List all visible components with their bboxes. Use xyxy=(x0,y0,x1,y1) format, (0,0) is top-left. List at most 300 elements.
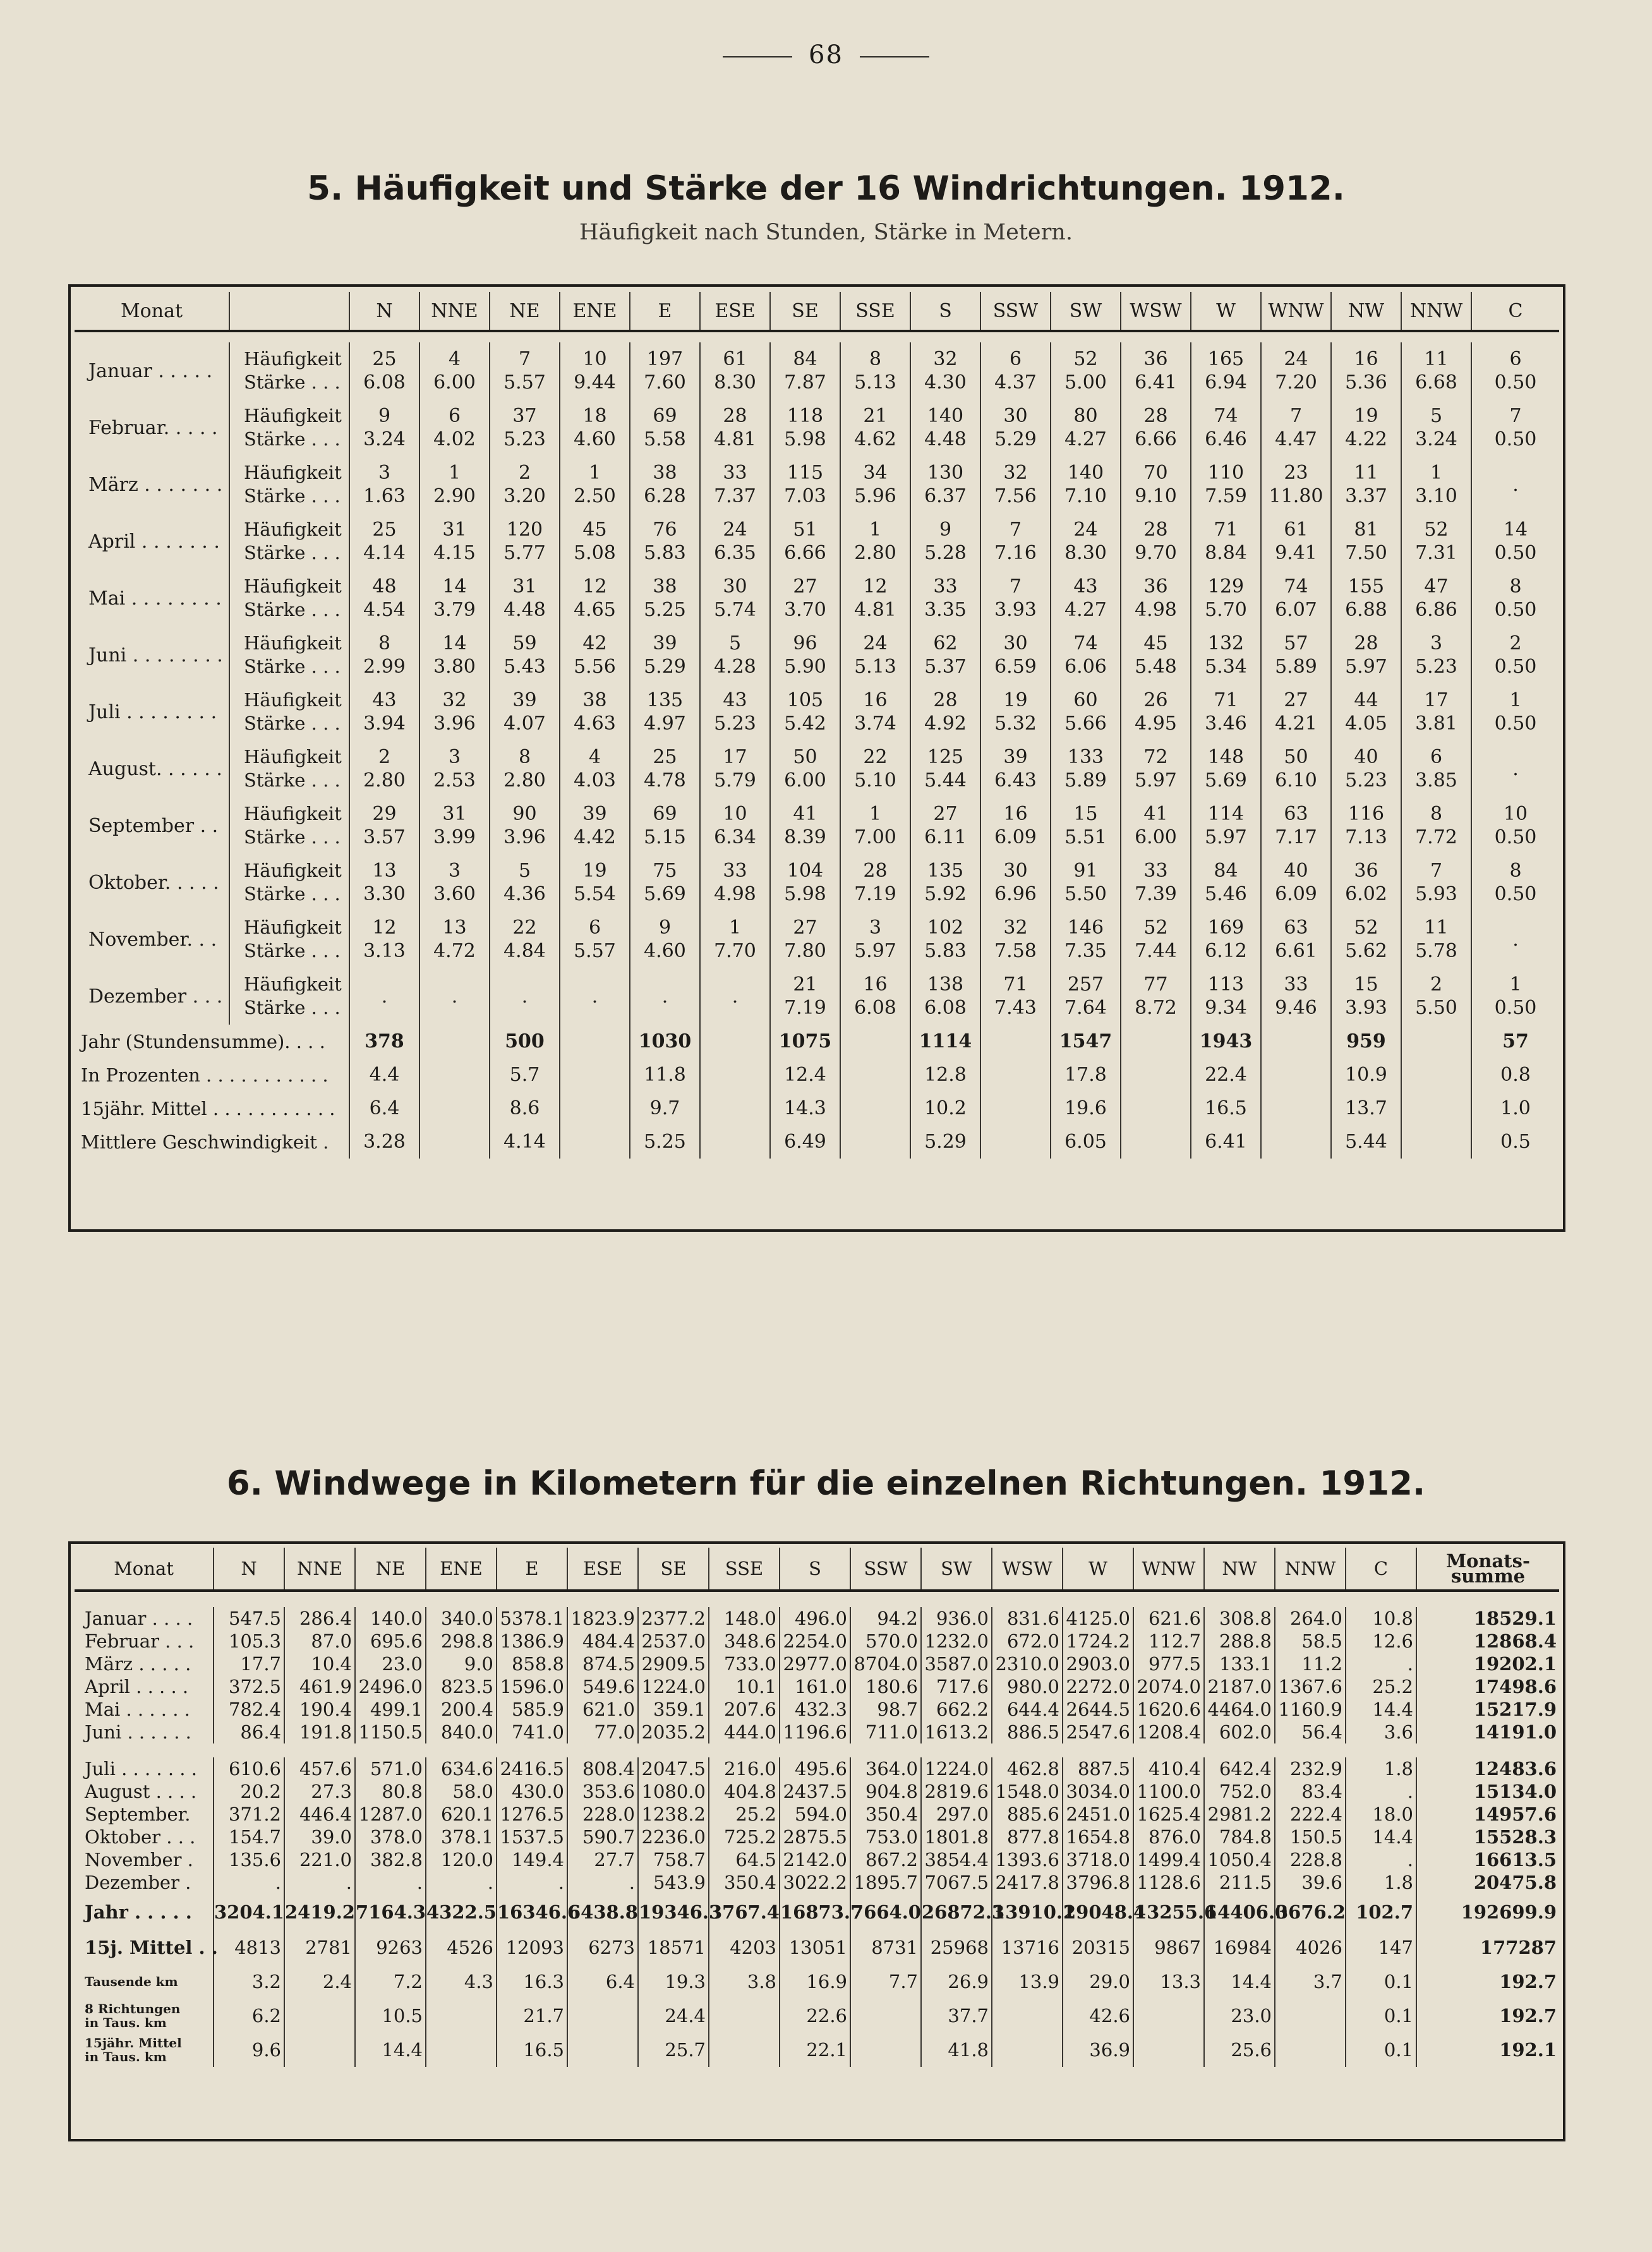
label-haeufigkeit: Häufigkeit xyxy=(244,860,342,881)
staerke-value: 5.28 xyxy=(924,542,967,564)
value-cell: 642.4 xyxy=(1204,1757,1275,1780)
value-cell xyxy=(1261,968,1331,1025)
value-cell xyxy=(1331,911,1401,968)
haeufigkeit-value: 138 xyxy=(927,973,964,996)
haeufigkeit-value: 6 xyxy=(448,405,461,427)
haeufigkeit-value: 39 xyxy=(653,632,677,654)
month-label: Oktober . . . xyxy=(75,1826,214,1848)
staerke-value: 3.94 xyxy=(363,713,406,735)
total-cell: 16613.5 xyxy=(1473,1849,1557,1870)
label-staerke: Stärke . . . xyxy=(244,542,341,563)
staerke-value: 7.70 xyxy=(714,940,756,962)
blank-cell xyxy=(1133,1999,1204,2033)
value-cell: 24.4 xyxy=(638,1999,709,2033)
value-cell: 1208.4 xyxy=(1133,1721,1204,1743)
blank-cell xyxy=(1275,2033,1346,2067)
staerke-value: 7.59 xyxy=(1205,485,1247,507)
staerke-value: 7.43 xyxy=(994,997,1037,1019)
header-direction: ESE xyxy=(700,292,770,331)
value-cell: . xyxy=(214,1871,284,1894)
value-cell: 102.7 xyxy=(1346,1894,1416,1930)
value-cell: 120.0 xyxy=(426,1848,497,1871)
value-cell xyxy=(1261,683,1331,740)
value-cell: 13.9 xyxy=(992,1965,1063,1999)
staerke-value: 5.62 xyxy=(1345,940,1387,962)
value-cell xyxy=(560,911,630,968)
value-cell xyxy=(700,740,770,797)
haeufigkeit-value: 24 xyxy=(1073,519,1098,541)
value-cell: 12.6 xyxy=(1346,1630,1416,1653)
value-cell: 4526 xyxy=(426,1930,497,1965)
value-cell: 858.8 xyxy=(497,1653,567,1675)
staerke-value: 7.19 xyxy=(854,883,896,905)
total-cell: 12868.4 xyxy=(1473,1630,1557,1652)
haeufigkeit-value: 38 xyxy=(653,575,677,598)
staerke-value: 5.32 xyxy=(994,713,1037,735)
value-cell xyxy=(770,342,840,399)
haeufigkeit-value: 80 xyxy=(1073,405,1098,427)
value-cell: 9867 xyxy=(1133,1930,1204,1965)
value-cell: 644.4 xyxy=(992,1698,1063,1721)
staerke-value: 3.96 xyxy=(503,826,546,848)
value-cell: 1654.8 xyxy=(1063,1826,1133,1848)
haeufigkeit-value: 76 xyxy=(653,519,677,541)
haeufigkeit-value: . xyxy=(521,985,528,1008)
label-line: 8 Richtungen xyxy=(85,2001,181,2016)
value-cell xyxy=(700,911,770,968)
summary-value: 6.49 xyxy=(770,1125,840,1159)
value-cell: 672.0 xyxy=(992,1630,1063,1653)
haeufigkeit-value: 32 xyxy=(442,689,467,711)
staerke-value: 3.70 xyxy=(784,599,826,621)
value-cell: 14.4 xyxy=(1346,1698,1416,1721)
label-haeufigkeit: Häufigkeit xyxy=(244,575,342,597)
haeufigkeit-value: 8 xyxy=(1509,575,1522,598)
value-cell: 16.5 xyxy=(497,2033,567,2067)
header-direction: C xyxy=(1346,1548,1416,1591)
staerke-value: 4.27 xyxy=(1064,428,1107,450)
value-cell: 207.6 xyxy=(709,1698,780,1721)
haeufigkeit-value: 31 xyxy=(512,575,537,598)
spacer-row xyxy=(75,1591,1559,1607)
staerke-value: 6.68 xyxy=(1415,371,1457,394)
haeufigkeit-value: 47 xyxy=(1424,575,1449,598)
summary-blank xyxy=(560,1125,630,1159)
value-cell: 64.5 xyxy=(709,1848,780,1871)
summary-blank xyxy=(1121,1125,1191,1159)
value-cell: 0.1 xyxy=(1346,1999,1416,2033)
staerke-value: 2.80 xyxy=(363,769,406,792)
value-cell xyxy=(1471,968,1559,1025)
summary-row xyxy=(75,1125,1559,1159)
value-cell xyxy=(840,740,910,797)
value-cell xyxy=(419,911,490,968)
value-cell: 13051 xyxy=(780,1930,850,1965)
value-cell: 222.4 xyxy=(1275,1803,1346,1826)
haeufigkeit-value: 96 xyxy=(793,632,817,654)
haeufigkeit-value: 10 xyxy=(723,803,747,825)
staerke-value: 4.48 xyxy=(503,599,546,621)
header-direction: SE xyxy=(638,1548,709,1591)
haeufigkeit-value: 7 xyxy=(1009,575,1022,598)
value-cell: . xyxy=(567,1871,638,1894)
value-cell: 27.7 xyxy=(567,1848,638,1871)
value-cell: 77.0 xyxy=(567,1721,638,1743)
haeufigkeit-value: 14 xyxy=(442,632,467,654)
summary-blank xyxy=(840,1092,910,1125)
staerke-value: 7.37 xyxy=(714,485,756,507)
value-cell xyxy=(419,456,490,513)
value-cell: 4813 xyxy=(214,1930,284,1965)
value-cell: 372.5 xyxy=(214,1675,284,1698)
value-cell: 1386.9 xyxy=(497,1630,567,1653)
summary-blank xyxy=(1401,1092,1471,1125)
summary-blank xyxy=(560,1025,630,1058)
value-cell xyxy=(770,683,840,740)
value-cell: 867.2 xyxy=(850,1848,921,1871)
label-staerke: Stärke . . . xyxy=(244,997,341,1018)
value-cell: 135.6 xyxy=(214,1848,284,1871)
staerke-value: 5.57 xyxy=(503,371,546,394)
staerke-value: 0.50 xyxy=(1494,428,1537,450)
row-labels xyxy=(229,627,349,683)
summary-value: 57 xyxy=(1502,1030,1529,1052)
value-cell: 2903.0 xyxy=(1063,1653,1133,1675)
summary-value: 500 xyxy=(490,1025,560,1058)
month-label: Oktober. . . . . xyxy=(75,854,229,911)
staerke-value: 5.56 xyxy=(574,656,616,678)
staerke-value: 4.14 xyxy=(363,542,406,564)
value-cell: 23.0 xyxy=(1204,1999,1275,2033)
summary-value: 959 xyxy=(1331,1025,1401,1058)
value-cell: 1620.6 xyxy=(1133,1698,1204,1721)
value-cell: 610.6 xyxy=(214,1757,284,1780)
value-cell: 1224.0 xyxy=(921,1757,992,1780)
mean-label: 15j. Mittel . . xyxy=(75,1930,214,1965)
value-cell: 2644.5 xyxy=(1063,1698,1133,1721)
month-label: Januar . . . . xyxy=(75,1607,214,1630)
value-cell: 340.0 xyxy=(426,1607,497,1630)
value-cell: 3.8 xyxy=(709,1965,780,1999)
month-label: Mai . . . . . . . . xyxy=(75,570,229,627)
blank-cell xyxy=(992,1999,1063,2033)
value-cell xyxy=(980,968,1051,1025)
haeufigkeit-value: 9 xyxy=(939,519,952,541)
table5-subtitle: Häufigkeit nach Stunden, Stärke in Metern. xyxy=(579,220,1073,245)
total-cell: 177287 xyxy=(1480,1937,1557,1958)
value-cell: 543.9 xyxy=(638,1871,709,1894)
value-cell: 147 xyxy=(1346,1930,1416,1965)
staerke-value: 3.99 xyxy=(433,826,476,848)
thousands-label: Tausende km xyxy=(75,1965,214,1999)
value-cell xyxy=(910,797,980,854)
haeufigkeit-value: 113 xyxy=(1207,973,1245,996)
staerke-value: 4.15 xyxy=(433,542,476,564)
haeufigkeit-value: 25 xyxy=(372,348,397,370)
value-cell: 25.6 xyxy=(1204,2033,1275,2067)
label-haeufigkeit: Häufigkeit xyxy=(244,689,342,711)
label-staerke: Stärke . . . xyxy=(244,883,341,905)
month-label: Dezember . xyxy=(75,1871,214,1894)
value-cell: 6438.8 xyxy=(567,1894,638,1930)
haeufigkeit-value: 140 xyxy=(927,405,964,427)
value-cell xyxy=(560,342,630,399)
summary-value: 9.7 xyxy=(630,1092,700,1125)
value-cell xyxy=(700,627,770,683)
value-cell xyxy=(1331,456,1401,513)
staerke-value: 3.20 xyxy=(503,485,546,507)
value-cell xyxy=(1471,911,1559,968)
value-cell: 308.8 xyxy=(1204,1607,1275,1630)
haeufigkeit-value: 27 xyxy=(793,575,817,598)
value-cell: 840.0 xyxy=(426,1721,497,1743)
staerke-value: 5.23 xyxy=(1345,769,1387,792)
staerke-value: 0.50 xyxy=(1494,371,1537,394)
staerke-value: 6.94 xyxy=(1205,371,1247,394)
staerke-value: 6.09 xyxy=(994,826,1037,848)
summary-blank xyxy=(980,1058,1051,1092)
haeufigkeit-value: 30 xyxy=(723,575,747,598)
value-cell xyxy=(1261,627,1331,683)
staerke-value: 5.97 xyxy=(1135,769,1177,792)
staerke-value: 0.50 xyxy=(1494,599,1537,621)
haeufigkeit-value: 16 xyxy=(863,973,888,996)
eight15-label xyxy=(75,2033,214,2067)
value-cell: 695.6 xyxy=(355,1630,426,1653)
summary-blank xyxy=(980,1025,1051,1058)
value-cell xyxy=(1331,968,1401,1025)
total-cell: 18529.1 xyxy=(1473,1608,1557,1629)
haeufigkeit-value: 33 xyxy=(1284,973,1308,996)
blank-cell xyxy=(567,1999,638,2033)
haeufigkeit-value: 70 xyxy=(1143,462,1168,484)
haeufigkeit-value: 37 xyxy=(512,405,537,427)
value-cell xyxy=(1401,683,1471,740)
value-cell xyxy=(770,399,840,456)
staerke-value: 3.46 xyxy=(1205,713,1247,735)
staerke-value: 5.97 xyxy=(854,940,896,962)
staerke-value: 2.80 xyxy=(503,769,546,792)
staerke-value: 5.97 xyxy=(1205,826,1247,848)
value-cell: 2047.5 xyxy=(638,1757,709,1780)
value-cell xyxy=(490,570,560,627)
summary-blank xyxy=(560,1092,630,1125)
summary-label: Mittlere Geschwindigkeit . xyxy=(75,1125,349,1159)
staerke-value: 7.56 xyxy=(994,485,1037,507)
value-cell: 8704.0 xyxy=(850,1653,921,1675)
value-cell xyxy=(1401,797,1471,854)
row-labels xyxy=(229,911,349,968)
staerke-value: 5.37 xyxy=(924,656,967,678)
value-cell xyxy=(1121,683,1191,740)
label-staerke: Stärke . . . xyxy=(244,485,341,507)
haeufigkeit-value: 43 xyxy=(723,689,747,711)
haeufigkeit-value: . xyxy=(381,985,388,1008)
eight-label xyxy=(75,1999,214,2033)
staerke-value: 6.00 xyxy=(433,371,476,394)
value-cell xyxy=(349,570,419,627)
value-cell: 180.6 xyxy=(850,1675,921,1698)
value-cell xyxy=(980,399,1051,456)
staerke-value: 6.86 xyxy=(1415,599,1457,621)
haeufigkeit-value: 28 xyxy=(1354,632,1378,654)
value-cell xyxy=(1191,911,1261,968)
value-cell xyxy=(1471,854,1559,911)
value-cell: 58.0 xyxy=(426,1780,497,1803)
value-cell xyxy=(490,456,560,513)
value-cell: 14406.0 xyxy=(1204,1894,1275,1930)
value-cell xyxy=(349,683,419,740)
value-cell: 133.1 xyxy=(1204,1653,1275,1675)
value-cell: 1625.4 xyxy=(1133,1803,1204,1826)
staerke-value: 4.48 xyxy=(924,428,967,450)
value-cell: 1548.0 xyxy=(992,1780,1063,1803)
value-cell xyxy=(1191,740,1261,797)
haeufigkeit-value: 11 xyxy=(1354,462,1378,484)
staerke-value: 4.81 xyxy=(854,599,896,621)
summary-blank xyxy=(980,1092,1051,1125)
month-label: Februar. . . . . xyxy=(75,399,229,456)
haeufigkeit-value: 32 xyxy=(933,348,958,370)
value-cell: 39.6 xyxy=(1275,1871,1346,1894)
haeufigkeit-value: 29 xyxy=(372,803,397,825)
staerke-value: 5.66 xyxy=(1064,713,1107,735)
summary-blank xyxy=(419,1125,490,1159)
value-cell xyxy=(349,854,419,911)
staerke-value: 4.98 xyxy=(714,883,756,905)
value-cell xyxy=(630,683,700,740)
staerke-value: 5.77 xyxy=(503,542,546,564)
value-cell xyxy=(419,513,490,570)
value-cell: 19346.3 xyxy=(638,1894,709,1930)
value-cell xyxy=(1051,854,1121,911)
haeufigkeit-value: 8 xyxy=(1509,860,1522,882)
staerke-value: 6.11 xyxy=(924,826,967,848)
value-cell: 823.5 xyxy=(426,1675,497,1698)
haeufigkeit-value: 13 xyxy=(372,860,397,882)
value-cell: 350.4 xyxy=(850,1803,921,1826)
haeufigkeit-value: 7 xyxy=(1289,405,1303,427)
staerke-value: 4.03 xyxy=(574,769,616,792)
value-cell: 13255.6 xyxy=(1133,1894,1204,1930)
haeufigkeit-value: 132 xyxy=(1207,632,1245,654)
value-cell: 2187.0 xyxy=(1204,1675,1275,1698)
spacer-row xyxy=(75,1743,1559,1757)
summary-value: 19.6 xyxy=(1051,1092,1121,1125)
label-staerke: Stärke . . . xyxy=(244,940,341,961)
value-cell: . xyxy=(497,1871,567,1894)
value-cell xyxy=(419,570,490,627)
haeufigkeit-value: 6 xyxy=(1009,348,1022,370)
staerke-value: 6.37 xyxy=(924,485,967,507)
value-cell: 1050.4 xyxy=(1204,1848,1275,1871)
staerke-value: 4.63 xyxy=(574,713,616,735)
value-cell: 232.9 xyxy=(1275,1757,1346,1780)
value-cell xyxy=(980,456,1051,513)
header-direction: NNW xyxy=(1275,1548,1346,1591)
table-row xyxy=(75,911,1559,968)
value-cell: 1080.0 xyxy=(638,1780,709,1803)
value-cell xyxy=(1331,854,1401,911)
value-cell xyxy=(560,456,630,513)
label-haeufigkeit: Häufigkeit xyxy=(244,519,342,540)
value-cell xyxy=(1121,513,1191,570)
value-cell: 3854.4 xyxy=(921,1848,992,1871)
value-cell xyxy=(1331,342,1401,399)
haeufigkeit-value: 32 xyxy=(1003,917,1028,939)
value-cell: 39.0 xyxy=(284,1826,355,1848)
staerke-value: 7.50 xyxy=(1345,542,1387,564)
value-cell xyxy=(1471,399,1559,456)
value-cell xyxy=(1051,740,1121,797)
total-cell: 14957.6 xyxy=(1473,1803,1557,1825)
value-cell: 25.2 xyxy=(1346,1675,1416,1698)
value-cell xyxy=(349,797,419,854)
value-cell xyxy=(910,399,980,456)
staerke-value: 5.90 xyxy=(784,656,826,678)
value-cell xyxy=(1471,627,1559,683)
haeufigkeit-value: 5 xyxy=(728,632,742,654)
staerke-value: 5.89 xyxy=(1064,769,1107,792)
value-cell xyxy=(700,683,770,740)
staerke-value: 5.58 xyxy=(644,428,686,450)
haeufigkeit-value: 8 xyxy=(378,632,391,654)
haeufigkeit-value: 40 xyxy=(1354,746,1378,768)
value-cell: 886.5 xyxy=(992,1721,1063,1743)
haeufigkeit-value: 7 xyxy=(1009,519,1022,541)
label-staerke: Stärke . . . xyxy=(244,713,341,734)
month-label: September . . xyxy=(75,797,229,854)
value-cell: 94.2 xyxy=(850,1607,921,1630)
value-cell xyxy=(1191,342,1261,399)
haeufigkeit-value: 28 xyxy=(1143,405,1168,427)
staerke-value: 4.47 xyxy=(1275,428,1317,450)
header-direction: NE xyxy=(355,1548,426,1591)
value-cell xyxy=(490,740,560,797)
staerke-value: 7.16 xyxy=(994,542,1037,564)
table5-header xyxy=(75,292,1559,331)
haeufigkeit-value: 50 xyxy=(1284,746,1308,768)
haeufigkeit-value: 19 xyxy=(1354,405,1378,427)
value-cell: 6.4 xyxy=(567,1965,638,1999)
summary-row xyxy=(75,1058,1559,1092)
value-cell: 87.0 xyxy=(284,1630,355,1653)
value-cell: 733.0 xyxy=(709,1653,780,1675)
value-cell xyxy=(1051,911,1121,968)
value-cell: 9.0 xyxy=(426,1653,497,1675)
value-cell: 37.7 xyxy=(921,1999,992,2033)
value-cell xyxy=(1471,342,1559,399)
summary-value: 1.0 xyxy=(1500,1097,1531,1119)
row-labels xyxy=(229,740,349,797)
header-blank xyxy=(229,292,349,331)
header-direction: N xyxy=(214,1548,284,1591)
month-label: Juni . . . . . . . . xyxy=(75,627,229,683)
value-cell xyxy=(980,513,1051,570)
haeufigkeit-value: 2 xyxy=(378,746,391,768)
table-row xyxy=(75,1848,1559,1871)
label-line: in Taus. km xyxy=(85,2015,167,2030)
table5-title: 5. Häufigkeit und Stärke der 16 Windrichtungen. 1912. xyxy=(307,169,1345,208)
value-cell xyxy=(840,627,910,683)
header-direction: W xyxy=(1191,292,1261,331)
month-label: Dezember . . . xyxy=(75,968,229,1025)
value-cell: 936.0 xyxy=(921,1607,992,1630)
haeufigkeit-value: 25 xyxy=(372,519,397,541)
header-direction: N xyxy=(349,292,419,331)
haeufigkeit-value: 3 xyxy=(448,746,461,768)
page-number: 68 xyxy=(0,40,1652,69)
